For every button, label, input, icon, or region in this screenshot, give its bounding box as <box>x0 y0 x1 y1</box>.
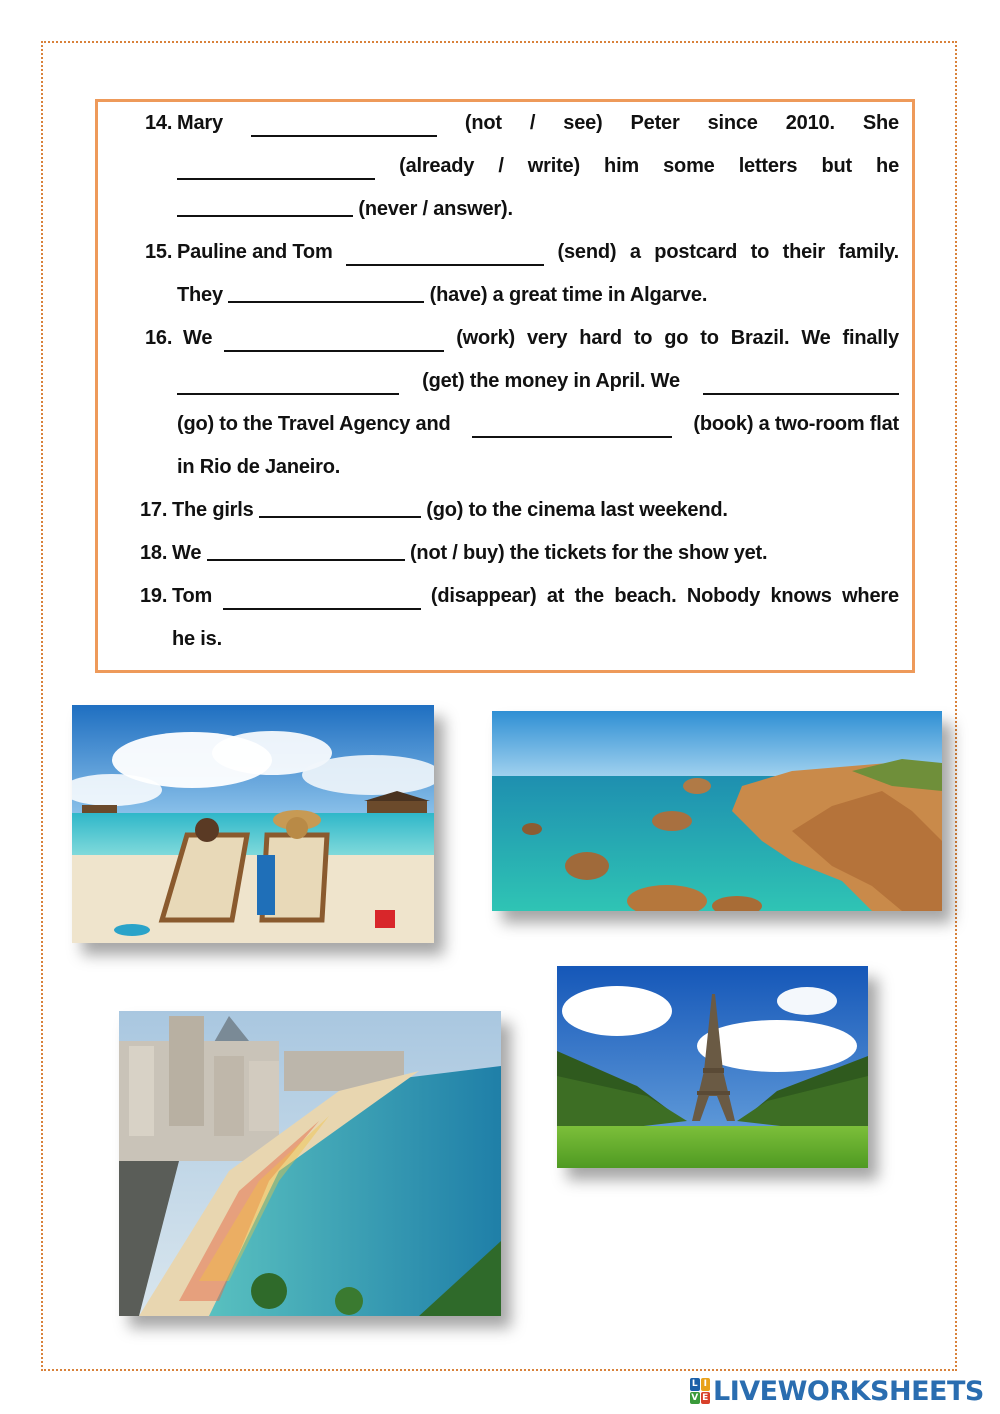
item-19-number: 19. <box>140 585 168 607</box>
answer-blank[interactable] <box>228 283 424 303</box>
answer-blank[interactable] <box>251 117 437 137</box>
item-19-line-2: he is. <box>172 628 222 650</box>
item-14-line-1: Mary (not / see) Peter since 2010. She <box>177 111 899 135</box>
item-18-line-1: We (not / buy) the tickets for the show yet. <box>172 542 768 564</box>
answer-blank[interactable] <box>472 418 672 438</box>
item-19-line-1: Tom (disappear) at the beach. Nobody knows where <box>172 584 899 608</box>
answer-blank[interactable] <box>703 375 899 395</box>
beach-chairs-photo <box>72 705 434 943</box>
item-15-line-2: They (have) a great time in Algarve. <box>177 284 708 306</box>
item-14-line-3: (never / answer). <box>177 197 513 221</box>
algarve-coast-photo <box>492 711 942 911</box>
logo-text: LIVEWORKSHEETS <box>713 1375 984 1407</box>
answer-blank[interactable] <box>224 332 444 352</box>
item-14-number: 14. <box>145 112 173 134</box>
item-16-number: 16. <box>145 327 173 349</box>
item-16-line-4: in Rio de Janeiro. <box>177 456 341 478</box>
answer-blank[interactable] <box>223 590 421 610</box>
item-16-line-3: (go) to the Travel Agency and (book) a two-room flat <box>177 412 899 436</box>
live-badge-icon: L I V E <box>691 1379 709 1403</box>
item-15-line-1: Pauline and Tom (send) a postcard to their family. <box>177 240 899 264</box>
eiffel-tower-photo <box>557 966 868 1168</box>
item-17-number: 17. <box>140 499 168 521</box>
answer-blank[interactable] <box>259 498 421 518</box>
item-18-number: 18. <box>140 542 168 564</box>
rio-beach-photo <box>119 1011 501 1316</box>
answer-blank[interactable] <box>177 160 375 180</box>
item-14-line-2: (already / write) him some letters but he <box>177 154 899 178</box>
liveworksheets-logo <box>690 1376 984 1406</box>
answer-blank[interactable] <box>177 197 353 217</box>
answer-blank[interactable] <box>346 246 544 266</box>
item-16-line-2: (get) the money in April. We <box>177 369 899 393</box>
item-15-number: 15. <box>145 241 173 263</box>
answer-blank[interactable] <box>207 541 405 561</box>
item-16-line-1: We (work) very hard to go to Brazil. We finally <box>183 326 899 350</box>
item-17-line-1: The girls (go) to the cinema last weekend. <box>172 499 728 521</box>
answer-blank[interactable] <box>177 375 399 395</box>
